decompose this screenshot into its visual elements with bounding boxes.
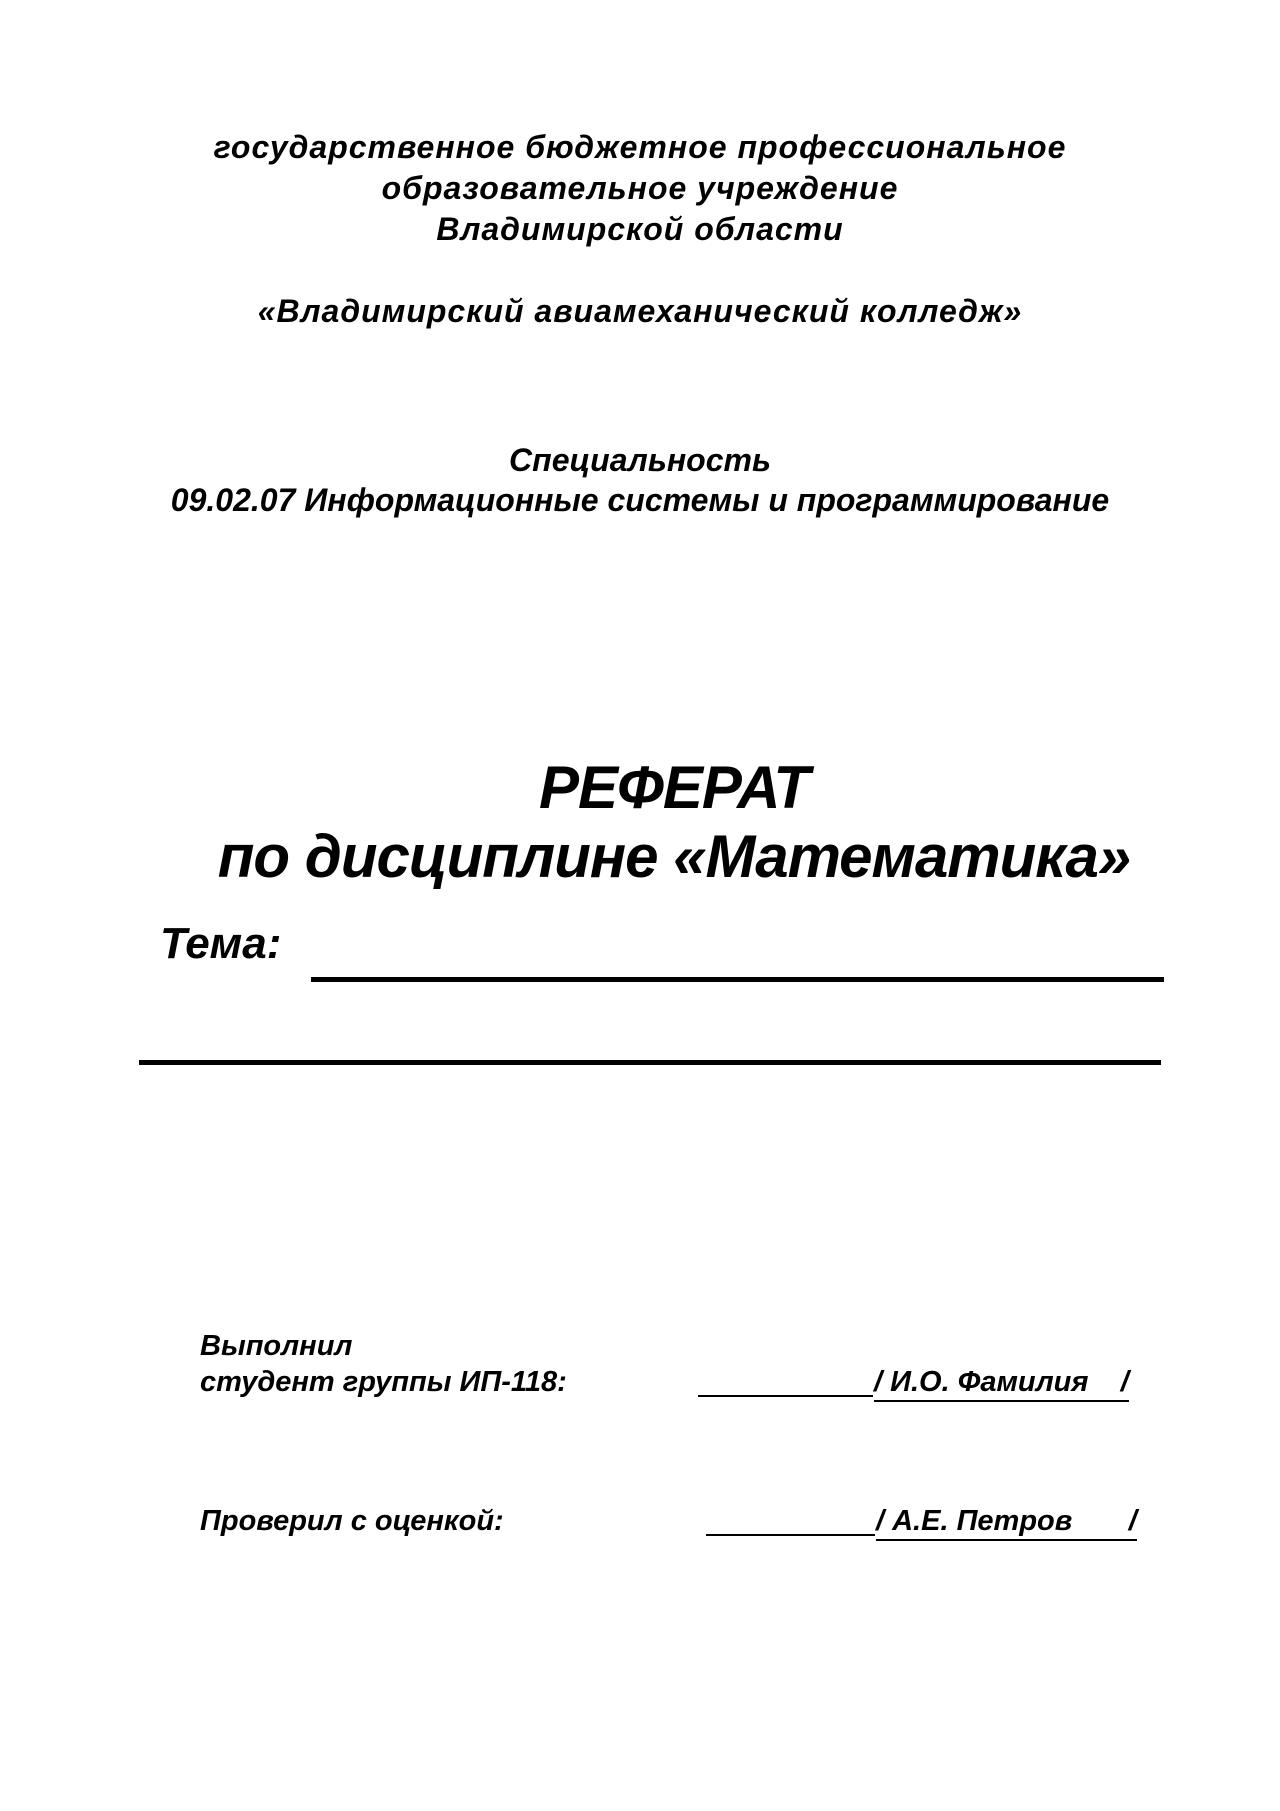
student-name: / И.О. Фамилия / — [874, 1364, 1129, 1402]
institution-line-2: образовательное учреждение — [381, 170, 899, 206]
checker-signature-blank — [706, 1534, 875, 1536]
institution-line-1: государственное бюджетное профессиональное — [213, 129, 1067, 165]
performed-label: Выполнил — [200, 1330, 353, 1362]
topic-underline-1 — [311, 977, 1164, 982]
topic-underline-2 — [139, 1060, 1161, 1065]
discipline-title: по дисциплине «Математика» — [217, 823, 1131, 890]
checked-label: Проверил с оценкой: — [200, 1505, 504, 1537]
checker-name: / А.Е. Петров / — [876, 1503, 1137, 1541]
document-type-title: РЕФЕРАТ — [538, 754, 810, 821]
specialty-label: Специальность — [509, 442, 771, 478]
student-group-label: студент группы ИП-118: — [200, 1366, 567, 1398]
specialty-name: 09.02.07 Информационные системы и программирование — [170, 482, 1110, 518]
student-signature-blank — [698, 1395, 873, 1397]
college-name: «Владимирский авиамеханический колледж» — [257, 293, 1023, 329]
institution-line-3: Владимирской области — [436, 211, 844, 247]
topic-label: Тема: — [160, 919, 282, 968]
